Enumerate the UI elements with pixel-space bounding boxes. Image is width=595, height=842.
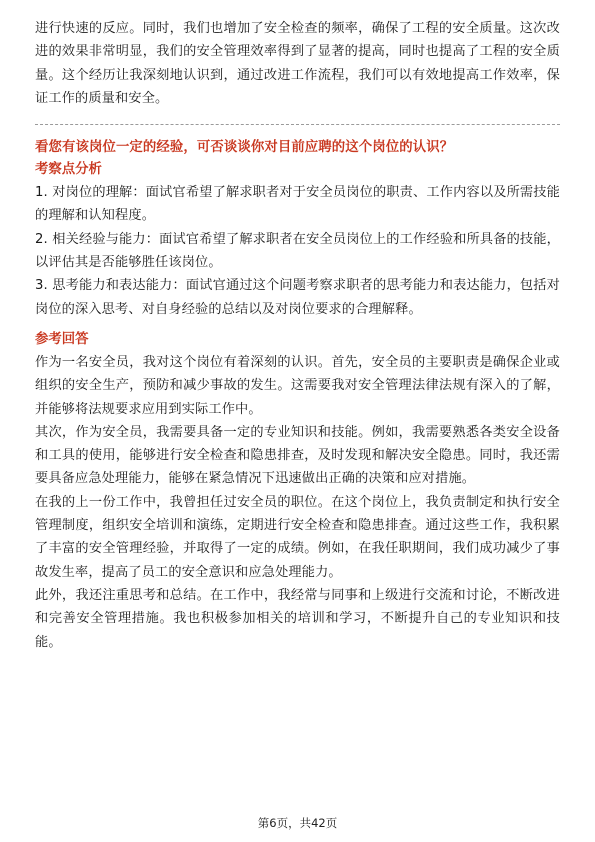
analysis-item: 2. 相关经验与能力：面试官希望了解求职者在安全员岗位上的工作经验和所具备的技能，以评估其是否能够胜任该岗位。 [35,231,560,271]
answer-paragraph: 其次，作为安全员，我需要具备一定的专业知识和技能。例如，我需要熟悉各类安全设备和工具的使用，能够进行安全检查和隐患排查，及时发现和解决安全隐患。同时，我还需要具备应急处理能力，能够在紧急情况下迅速做出正确的决策和应对措施。 [35,424,560,487]
spacer [35,321,560,329]
analysis-item: 1. 对岗位的理解：面试官希望了解求职者对于安全员岗位的职责、工作内容以及所需技能的理解和认知程度。 [35,185,560,224]
answer-heading: 参考回答 [35,331,89,347]
page-content [35,17,560,654]
interview-question: 看您有该岗位一定的经验，可否谈谈你对目前应聘的这个岗位的认识？ [35,140,454,156]
analysis-heading: 考察点分析 [35,162,102,178]
section-divider [35,124,560,125]
answer-paragraph: 此外，我还注重思考和总结。在工作中，我经常与同事和上级进行交流和讨论，不断改进和完善安全管理措施。我也积极参加相关的培训和学习，不断提升自己的专业知识和技能。 [35,587,560,650]
intro-paragraph: 进行快速的反应。同时，我们也增加了安全检查的频率，确保了工程的安全质量。这次改进的效果非常明显，我们的安全管理效率得到了显著的提高，同时也提高了工程的安全质量。这个经历让我深刻地认识到，通过改进工作流程，我们可以有效地提高工作效率，保证工作的质量和安全。 [35,21,560,106]
answer-paragraph: 在我的上一份工作中，我曾担任过安全员的职位。在这个岗位上，我负责制定和执行安全管理制度，组织安全培训和演练，定期进行安全检查和隐患排查。通过这些工作，我积累了丰富的安全管理经验，并取得了一定的成绩。例如，在我任职期间，我们成功减少了事故发生率，提高了员工的安全意识和应急处理能力。 [35,494,560,580]
analysis-item: 3. 思考能力和表达能力：面试官通过这个问题考察求职者的思考能力和表达能力，包括对岗位的深入思考、对自身经验的总结以及对岗位要求的合理解释。 [35,278,560,317]
page-number: 第6页，共42页 [257,816,338,830]
answer-paragraph: 作为一名安全员，我对这个岗位有着深刻的认识。首先，安全员的主要职责是确保企业或组织的安全生产，预防和减少事故的发生。这需要我对安全管理法律法规有深入的了解，并能够将法规要求应用到实际工作中。 [35,354,560,417]
